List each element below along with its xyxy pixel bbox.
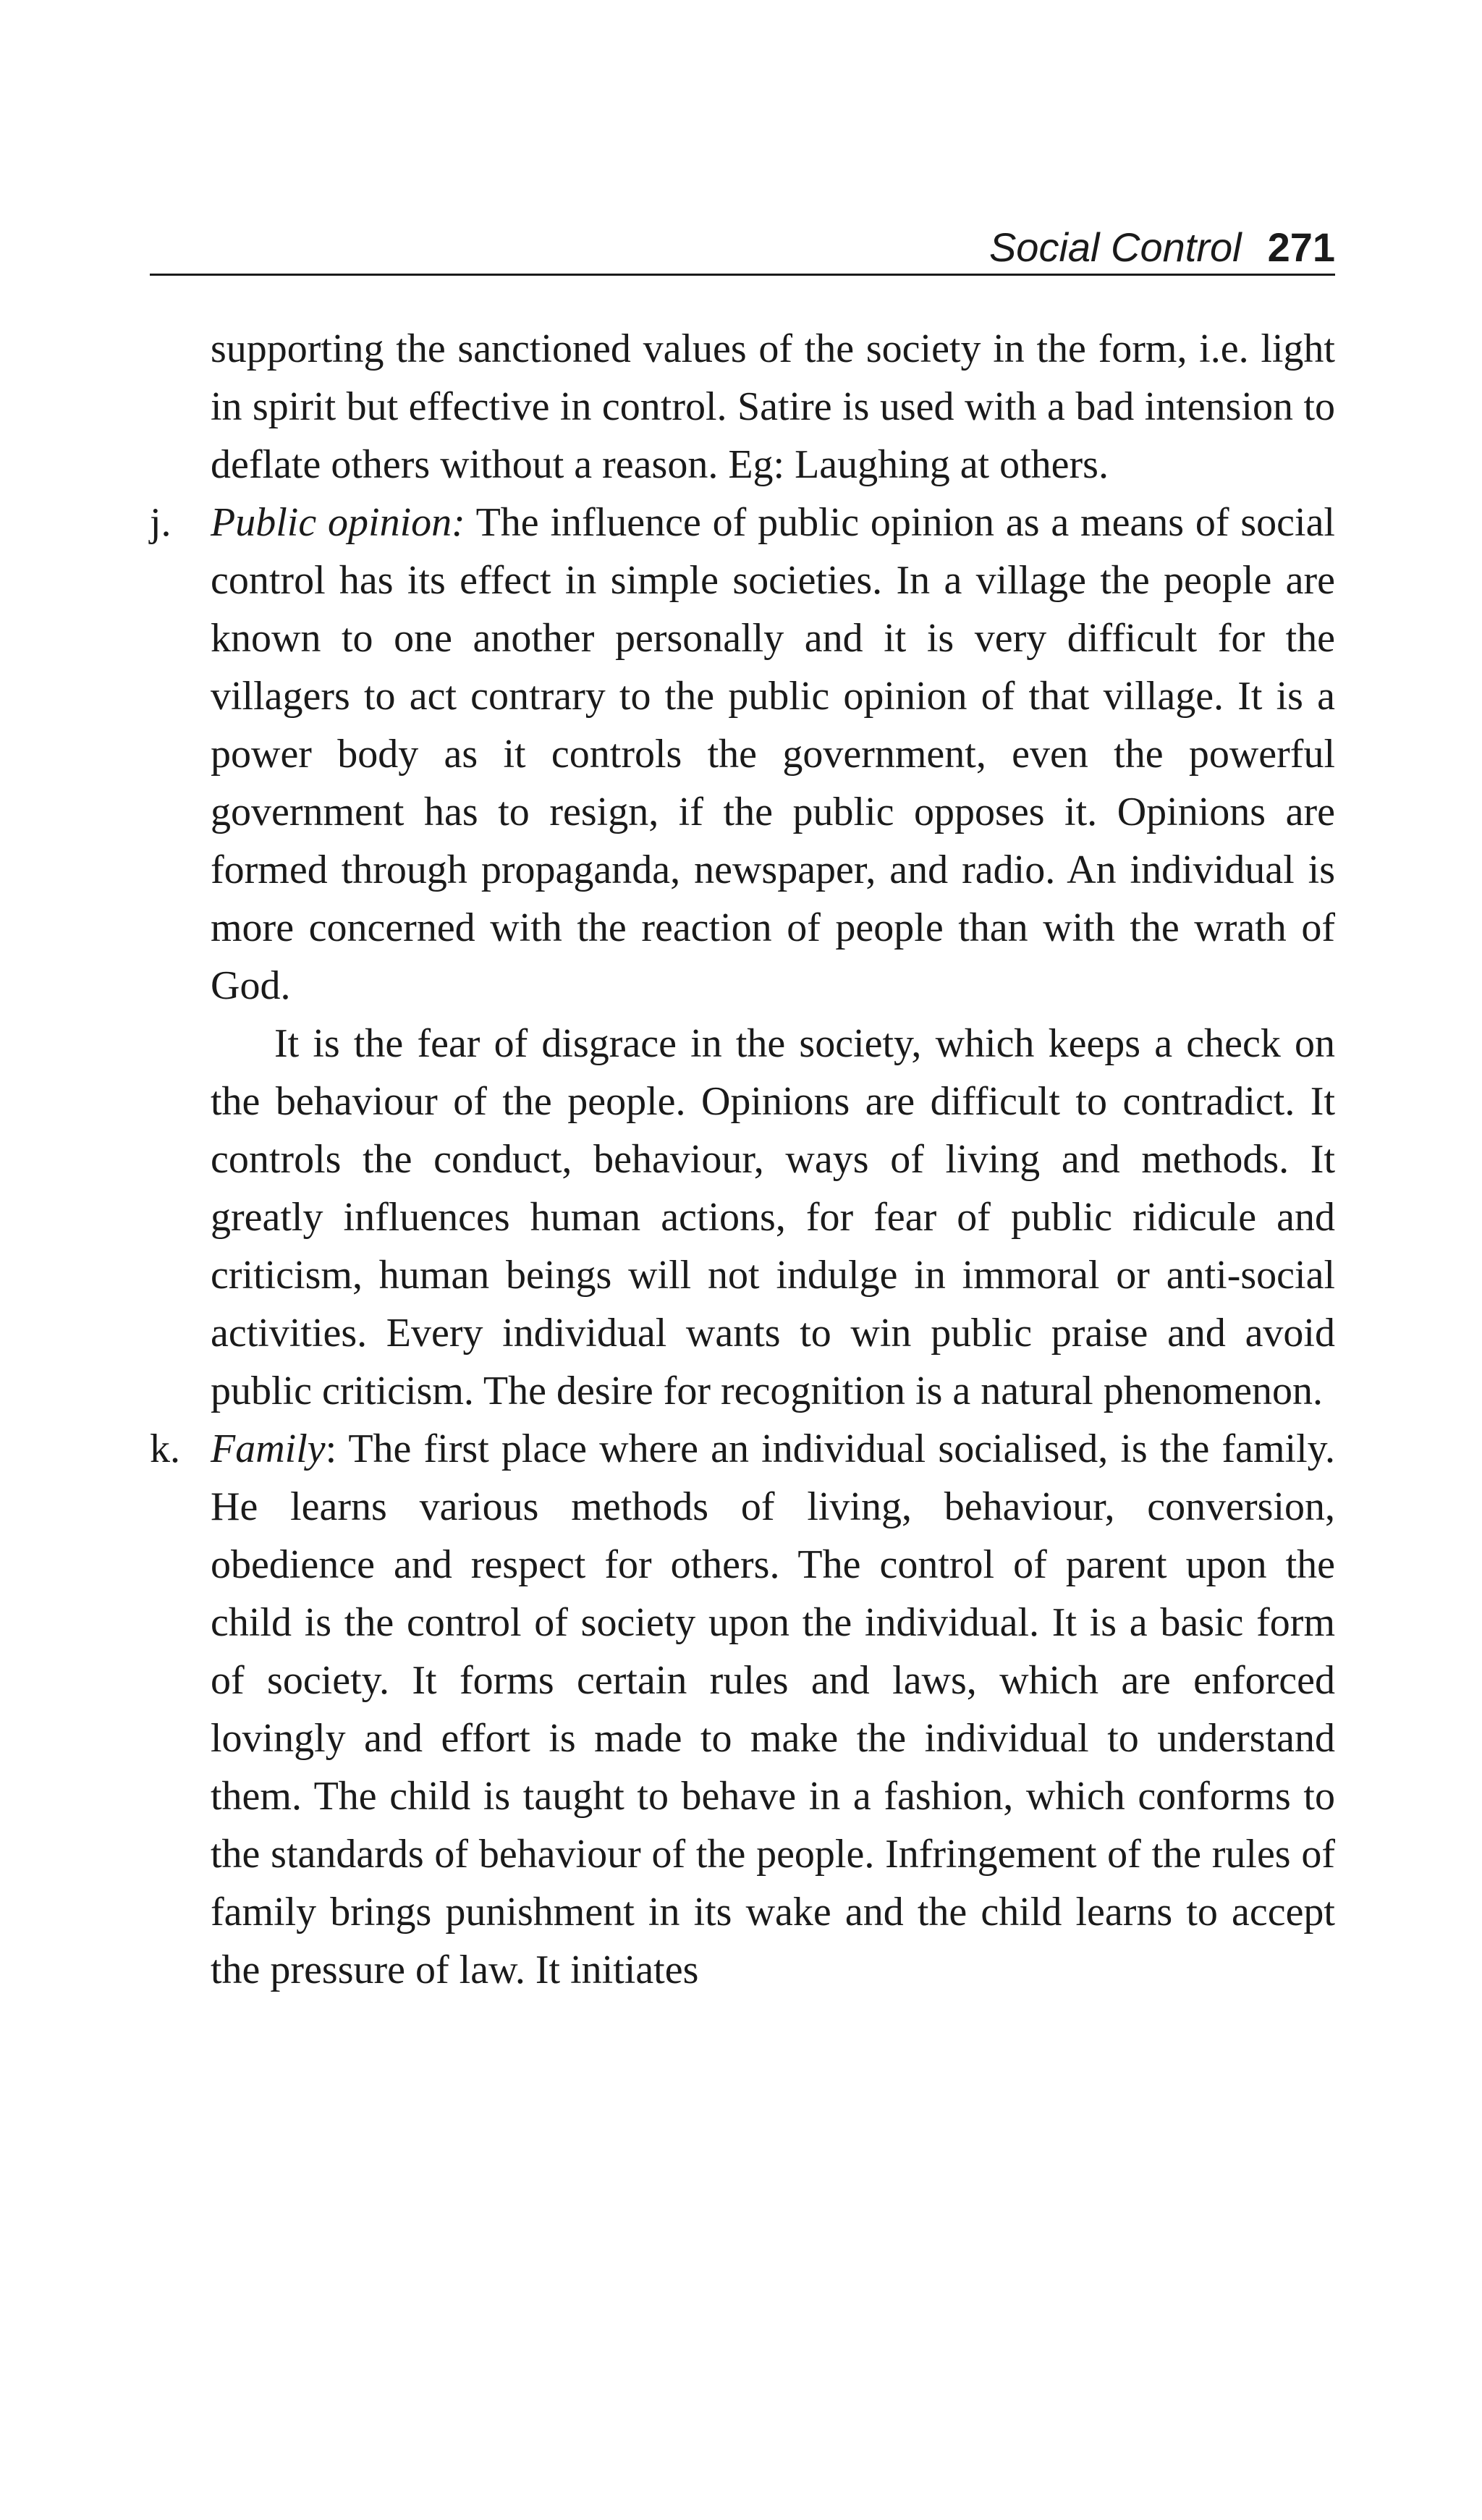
list-marker: k. [150,1426,180,1471]
item-text: : The first place where an individual socialised, is the family. He learns various methods of living, behaviour, conversion, obedience and respect for others. The control of parent upon the child is the control of society upon the individual. It is a basic form of society. It forms certain rules and laws, which are enforced lovingly and effort is made to make the individual to understand them. The child is taught to behave in a fashion, which conforms to the standards of behaviour of the people. Infringement of the rules of family brings punishment in its wake and the child learns to accept the pressure of law. It initiates [211,1426,1335,1992]
list-marker: j. [150,500,172,545]
paragraph-continuation: supporting the sanctioned values of the society in the form, i.e. light in spirit but effective in control. Satire is used with a bad intension to deflate others without a reason. Eg: Laughing at others. [211,326,1335,487]
list-item-family [150,1420,1335,1999]
list-item-public-opinion [150,494,1335,1015]
item-text: The influence of public opinion as a means of social control has its effect in simple societies. In a village the people are known to one another personally and it is very difficult for the villagers to act contrary to the public opinion of that village. It is a power body as it controls the government, even the powerful government has to resign, if the public opposes it. Opinions are formed through propaganda, newspaper, and radio. An individual is more concerned with the reaction of people than with the wrath of God. [211,500,1335,1008]
item-term: Public opinion: [211,500,465,545]
header-rule [150,274,1335,276]
section-title: Social Control [988,224,1242,270]
running-header [150,216,1335,274]
paragraph-public-opinion-continued: It is the fear of disgrace in the society, which keeps a check on the behaviour of the people. Opinions are difficult to contradict. It controls the conduct, behaviour, ways of living and methods. It greatly influences human actions, for fear of public ridicule and criticism, human beings will not indulge in immoral or anti-social activities. Every individual wants to win public praise and avoid public criticism. The desire for recognition is a natural phenomenon. [211,1021,1335,1413]
page-number: 271 [1267,224,1335,270]
item-term: Family [211,1426,326,1471]
body-text [150,320,1335,1999]
